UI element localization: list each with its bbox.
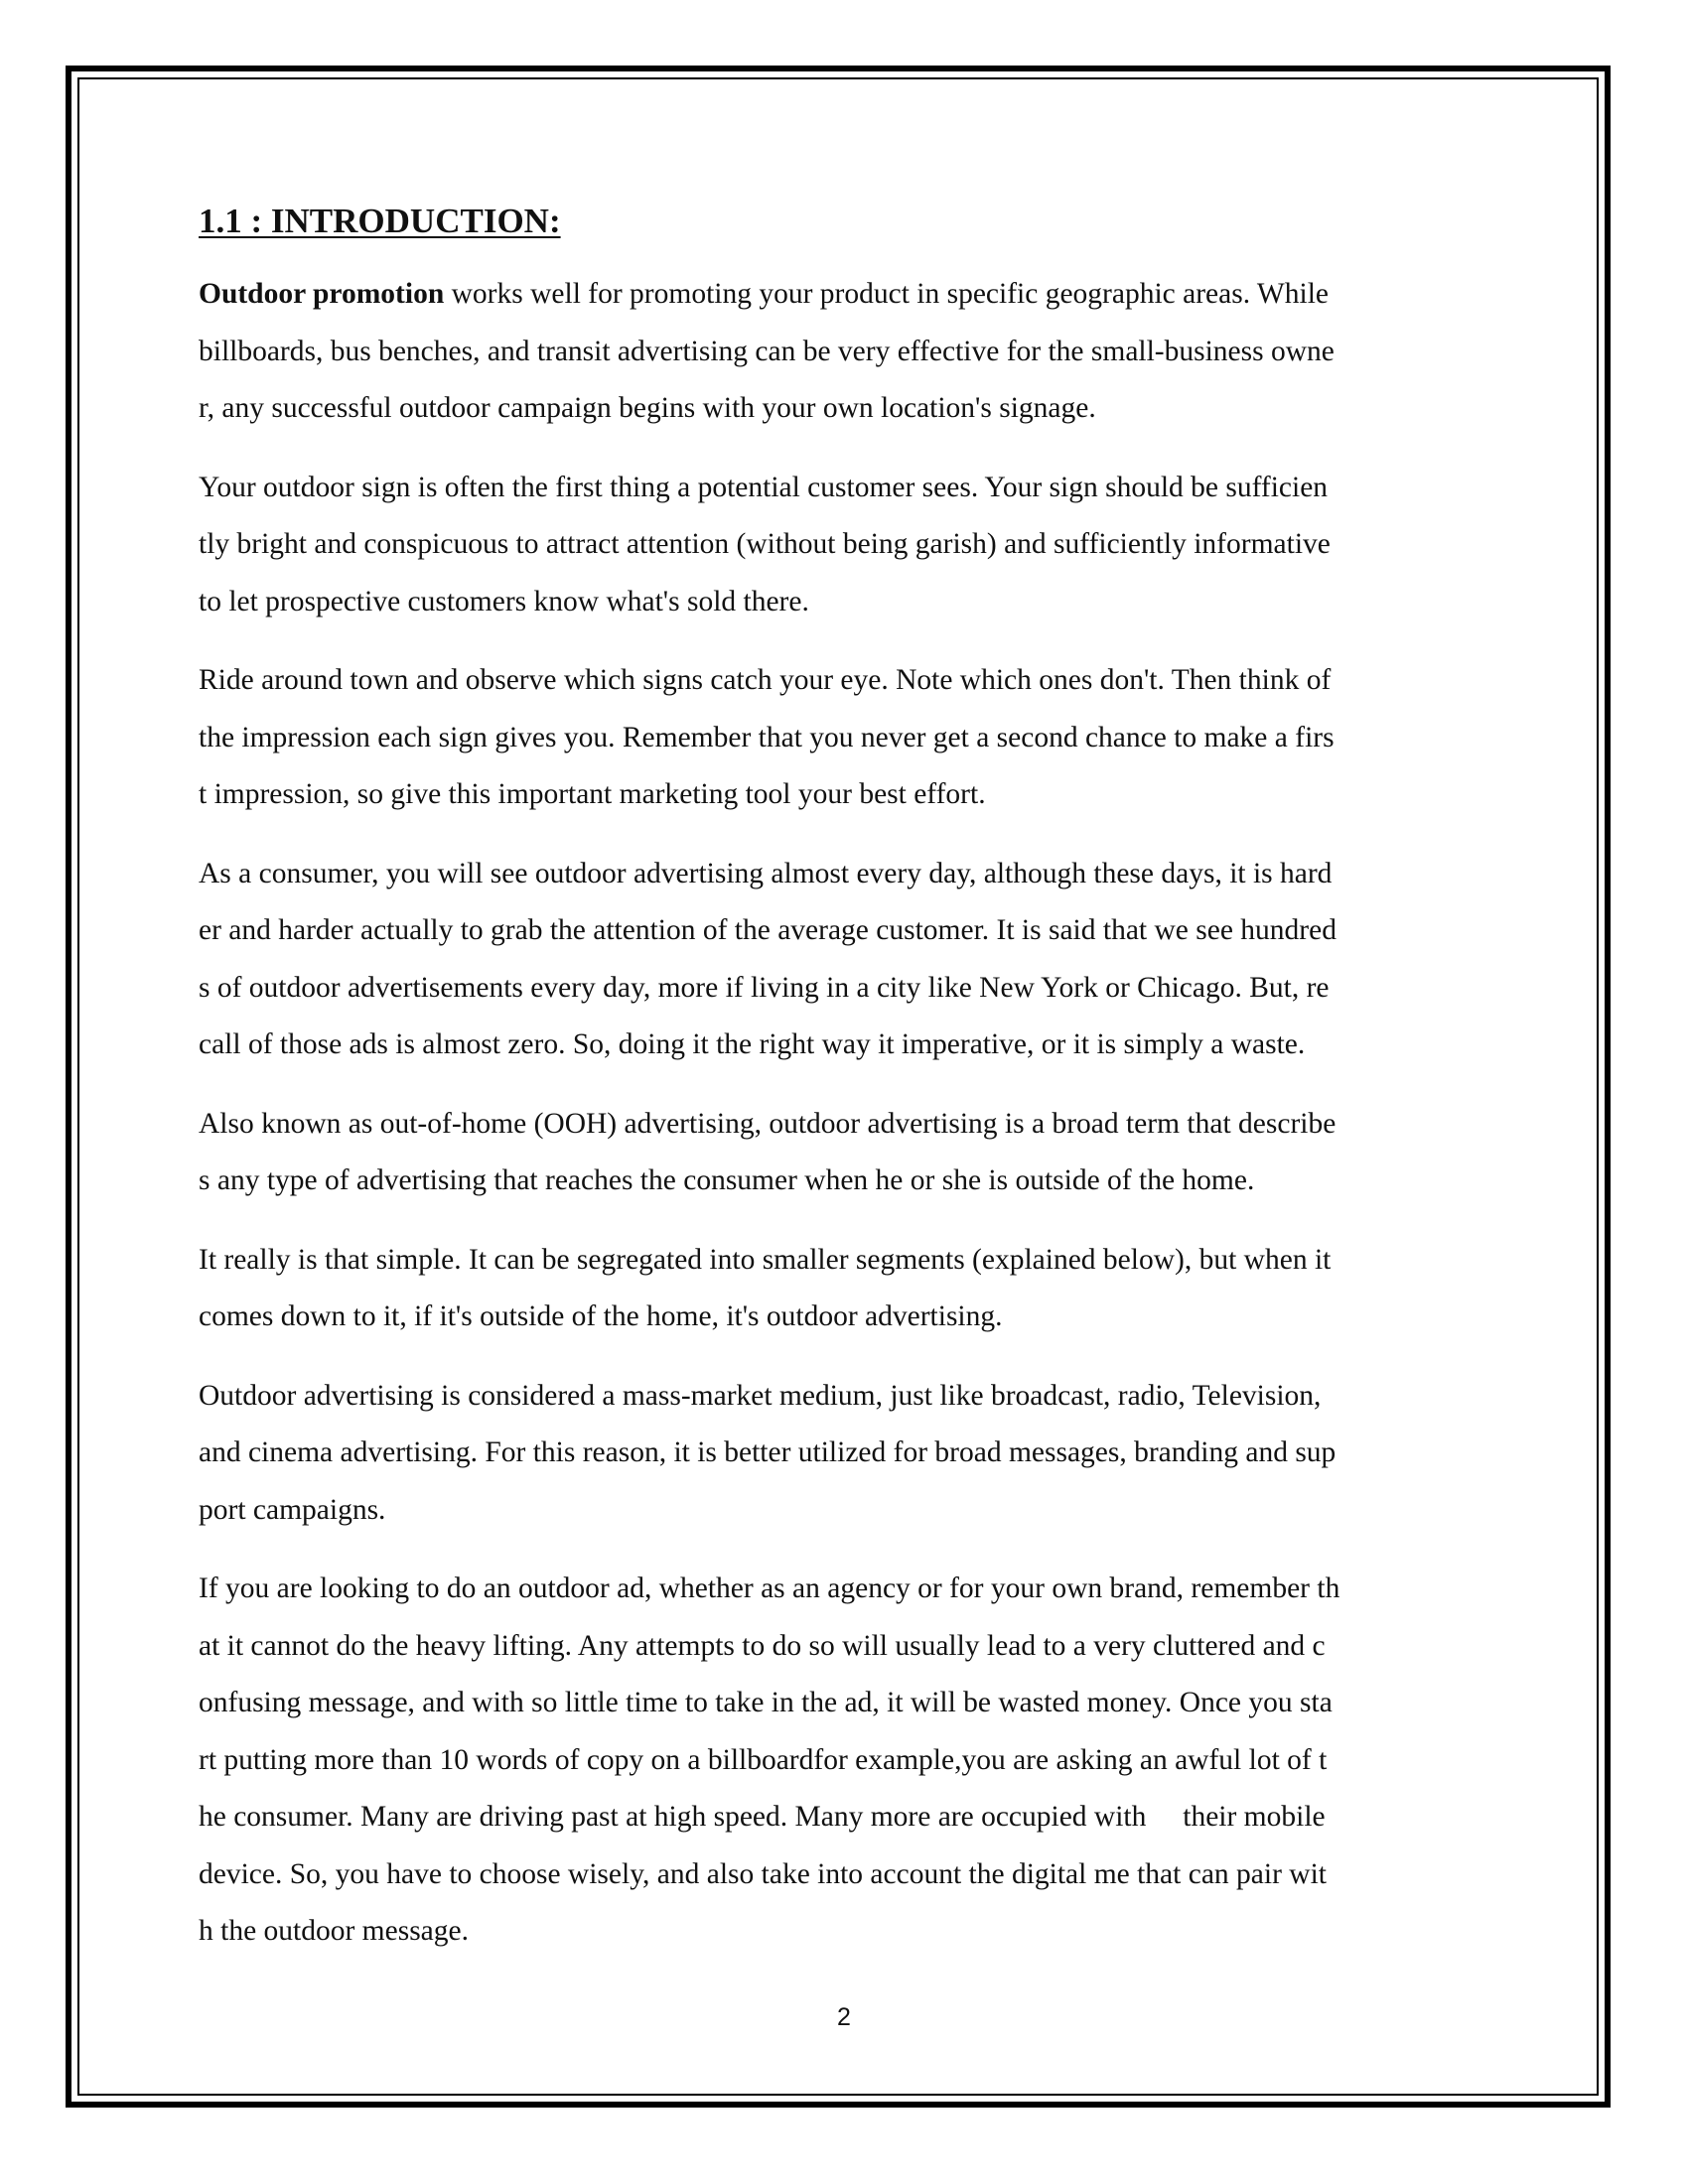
text-line [199, 652, 1489, 710]
line-text: works well for promoting your product in specific geographic areas. While [444, 278, 1329, 310]
text-line [199, 1561, 1489, 1618]
paragraph [199, 652, 1489, 824]
text-line [199, 324, 1489, 381]
line-text: Also known as out-of-home (OOH) advertising, outdoor advertising is a broad term that describe [199, 1107, 1336, 1140]
line-text: t impression, so give this important marketing tool your best effort. [199, 778, 986, 810]
text-line [199, 1153, 1489, 1210]
line-text: Ride around town and observe which signs catch your eye. Note which ones don't. Then think of [199, 664, 1332, 696]
section-heading: 1.1 : INTRODUCTION: [199, 202, 561, 240]
text-line [199, 1675, 1489, 1732]
text-line [199, 1425, 1489, 1482]
paragraph [199, 846, 1489, 1074]
line-text: rt putting more than 10 words of copy on a billboardfor example,you are asking an awful lot of t [199, 1743, 1328, 1776]
line-text: to let prospective customers know what's sold there. [199, 585, 809, 617]
text-line [199, 460, 1489, 517]
line-text: r, any successful outdoor campaign begins with your own location's signage. [199, 392, 1096, 424]
bold-lead-phrase: Outdoor promotion [199, 278, 445, 310]
line-text: It really is that simple. It can be segregated into smaller segments (explained below), but when it [199, 1243, 1332, 1276]
document-body [199, 199, 1489, 1982]
line-text: h the outdoor message. [199, 1915, 469, 1947]
text-line [199, 1732, 1489, 1790]
text-line [199, 380, 1489, 438]
text-line [199, 1482, 1489, 1540]
line-text: billboards, bus benches, and transit advertising can be very effective for the small-business owne [199, 335, 1335, 367]
text-line [199, 846, 1489, 903]
line-text: port campaigns. [199, 1493, 386, 1526]
line-text: As a consumer, you will see outdoor advertising almost every day, although these days, it is hard [199, 857, 1333, 889]
text-line [199, 902, 1489, 960]
text-line [199, 1096, 1489, 1154]
text-line [199, 1846, 1489, 1904]
text-line [199, 1232, 1489, 1290]
line-text: comes down to it, if it's outside of the home, it's outdoor advertising. [199, 1300, 1003, 1332]
line-text: Your outdoor sign is often the first thing a potential customer sees. Your sign should be sufficien [199, 471, 1329, 503]
line-text: device. So, you have to choose wisely, and also take into account the digital me that can pair wit [199, 1857, 1327, 1890]
paragraph [199, 460, 1489, 631]
text-line [199, 1789, 1489, 1846]
line-text: call of those ads is almost zero. So, doing it the right way it imperative, or it is simply a waste. [199, 1028, 1306, 1060]
text-line [199, 266, 1489, 324]
line-text: er and harder actually to grab the attention of the average customer. It is said that we see hundred [199, 914, 1336, 946]
line-text: Outdoor advertising is considered a mass-market medium, just like broadcast, radio, Television, [199, 1379, 1322, 1412]
line-text: s of outdoor advertisements every day, more if living in a city like New York or Chicago. But, re [199, 971, 1330, 1004]
text-line [199, 574, 1489, 631]
line-text: he consumer. Many are driving past at high speed. Many more are occupied with their mobile [199, 1801, 1326, 1833]
paragraph [199, 1368, 1489, 1540]
paragraph [199, 1232, 1489, 1346]
paragraph [199, 1561, 1489, 1961]
text-line [199, 1903, 1489, 1961]
paragraph [199, 266, 1489, 438]
line-text: at it cannot do the heavy lifting. Any attempts to do so will usually lead to a very cluttered and c [199, 1629, 1326, 1662]
text-line [199, 1289, 1489, 1346]
text-line [199, 516, 1489, 574]
line-text: s any type of advertising that reaches the consumer when he or she is outside of the home. [199, 1164, 1255, 1196]
line-text: tly bright and conspicuous to attract attention (without being garish) and sufficiently informative [199, 528, 1331, 560]
text-line [199, 960, 1489, 1018]
text-line [199, 766, 1489, 824]
paragraph [199, 1096, 1489, 1210]
line-text: and cinema advertising. For this reason, it is better utilized for broad messages, branding and sup [199, 1436, 1336, 1468]
text-line [199, 710, 1489, 767]
page-number: 2 [837, 2003, 851, 2031]
text-line [199, 1368, 1489, 1426]
text-line [199, 1017, 1489, 1074]
line-text: the impression each sign gives you. Remember that you never get a second chance to make a firs [199, 721, 1335, 753]
paragraph-container [199, 266, 1489, 1961]
line-text: onfusing message, and with so little time to take in the ad, it will be wasted money. Once you sta [199, 1687, 1333, 1718]
text-line [199, 1618, 1489, 1676]
line-text: If you are looking to do an outdoor ad, whether as an agency or for your own brand, remember th [199, 1572, 1340, 1604]
